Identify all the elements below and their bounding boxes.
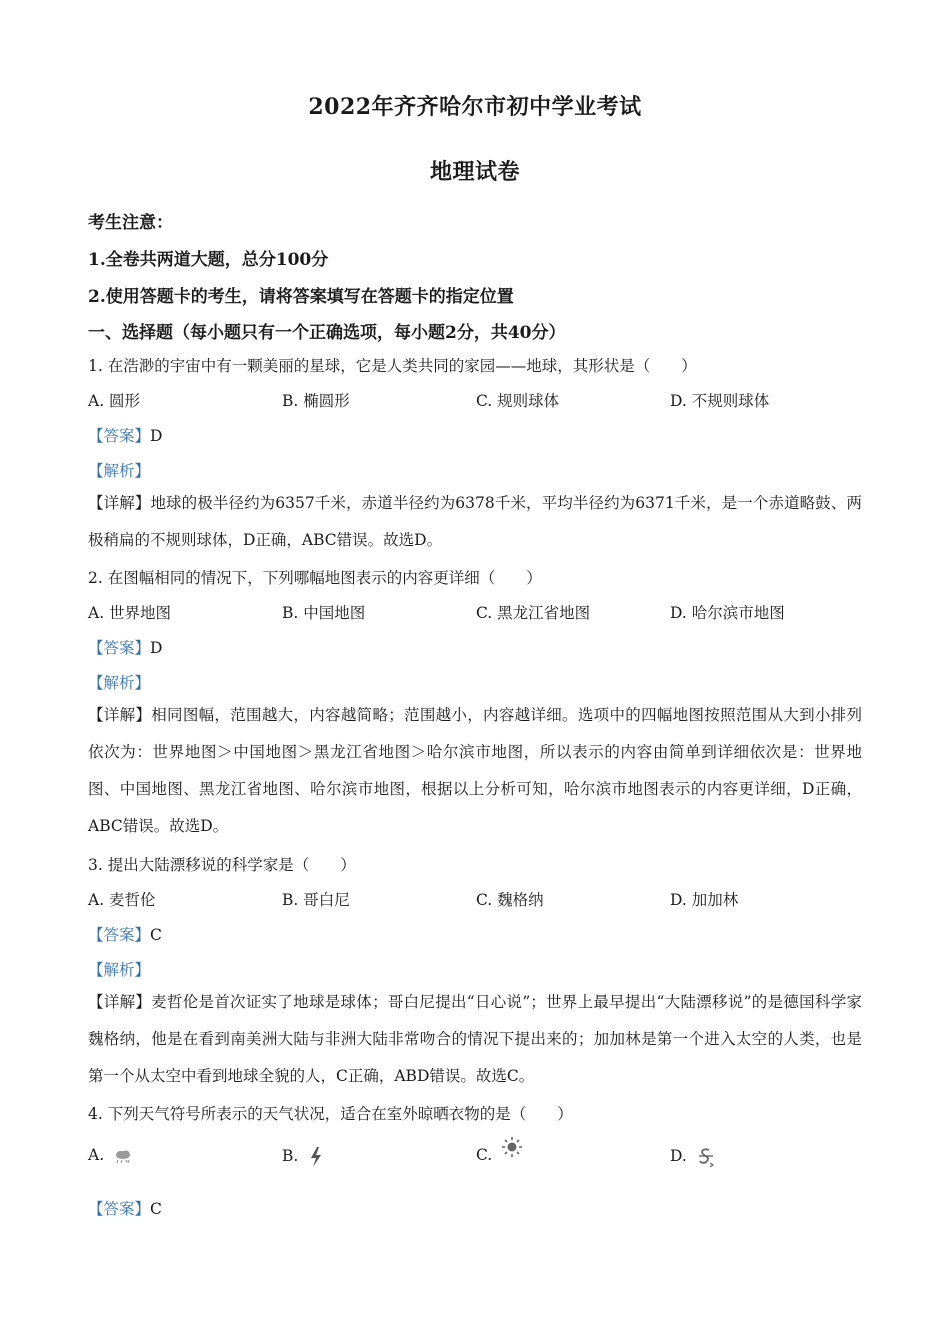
analysis-tag: 【解析】	[88, 462, 151, 480]
sandstorm-icon	[696, 1146, 716, 1168]
option-c: C. 魏格纳	[476, 891, 544, 909]
notice-item: 2.使用答题卡的考生，请将答案填写在答题卡的指定位置	[88, 287, 514, 307]
detail-paragraph	[88, 984, 862, 1095]
answer-value: D	[150, 639, 163, 657]
answer-line	[88, 1197, 162, 1219]
detail-tag: 【详解】	[88, 993, 152, 1011]
question-options	[88, 888, 868, 912]
question-options	[88, 1146, 868, 1176]
option-c: C. 黑龙江省地图	[476, 604, 591, 622]
option-d: D. 加加林	[670, 891, 739, 909]
detail-text: 地球的极半径约为6357千米，赤道半径约为6378千米，平均半径约为6371千米，是一个赤道略鼓、两极稍扁的不规则球体，D正确，ABC错误。故选D。	[88, 494, 862, 549]
option-b: B. 中国地图	[282, 604, 366, 622]
option-b: B. 哥白尼	[282, 891, 350, 909]
section-heading: 一、选择题（每小题只有一个正确选项，每小题2分，共40分）	[88, 323, 566, 343]
question-options	[88, 389, 868, 413]
detail-tag: 【详解】	[88, 706, 152, 724]
question-stem: 1. 在浩渺的宇宙中有一颗美丽的星球，它是人类共同的家园——地球，其形状是（ ）	[88, 357, 697, 375]
detail-text: 相同图幅，范围越大，内容越简略；范围越小，内容越详细。选项中的四幅地图按照范围从大到小排列依次为：世界地图＞中国地图＞黑龙江省地图＞哈尔滨市地图，所以表示的内容由简单到详细依次是：世界地图、中国地图、黑龙江省地图、哈尔滨市地图，根据以上分析可知，哈尔滨市地图表示的内容更详细，D正确，ABC错误。故选D。	[88, 706, 862, 835]
detail-paragraph	[88, 485, 862, 559]
notice-item: 1.全卷共两道大题，总分100分	[88, 250, 329, 270]
rain-snow-icon	[113, 1146, 133, 1166]
svg-text:*: *	[125, 1159, 129, 1166]
answer-line	[88, 636, 162, 658]
question-stem: 3. 提出大陆漂移说的科学家是（ ）	[88, 856, 356, 874]
lightning-icon	[307, 1146, 325, 1168]
answer-line	[88, 923, 162, 945]
answer-tag: 【答案】	[88, 926, 151, 944]
detail-tag: 【详解】	[88, 494, 151, 512]
detail-paragraph	[88, 697, 862, 845]
detail-text: 麦哲伦是首次证实了地球是球体；哥白尼提出“日心说”；世界上最早提出“大陆漂移说”的是德国科学家魏格纳，他是在看到南美洲大陆与非洲大陆非常吻合的情况下提出来的；加加林是第一个进入太空的人类，也是第一个从太空中看到地球全貌的人，C正确，ABD错误。故选C。	[88, 993, 862, 1085]
option-b-label: B.	[282, 1147, 299, 1165]
option-b: B. 椭圆形	[282, 392, 350, 410]
option-a: A. 圆形	[88, 392, 141, 410]
question-options	[88, 601, 868, 625]
option-b	[282, 1146, 325, 1168]
question-stem: 2. 在图幅相同的情况下，下列哪幅地图表示的内容更详细（ ）	[88, 569, 542, 587]
option-c	[476, 1146, 523, 1164]
option-c-label: C.	[476, 1146, 493, 1164]
answer-tag: 【答案】	[88, 639, 151, 657]
option-a	[88, 1146, 133, 1166]
sunny-icon	[501, 1136, 523, 1158]
question-stem: 4. 下列天气符号所表示的天气状况，适合在室外晾晒衣物的是（ ）	[88, 1105, 573, 1123]
option-a: A. 麦哲伦	[88, 891, 156, 909]
exam-subtitle: 地理试卷	[429, 159, 520, 185]
answer-value: D	[150, 427, 163, 445]
option-d: D. 哈尔滨市地图	[670, 604, 785, 622]
notice-heading: 考生注意：	[88, 213, 173, 233]
answer-tag: 【答案】	[88, 1200, 151, 1218]
option-a: A. 世界地图	[88, 604, 172, 622]
answer-value: C	[150, 1200, 162, 1218]
answer-tag: 【答案】	[88, 427, 151, 445]
option-d-label: D.	[670, 1147, 687, 1165]
answer-line	[88, 424, 162, 446]
answer-value: C	[150, 926, 162, 944]
option-a-label: A.	[88, 1146, 105, 1164]
analysis-tag: 【解析】	[88, 961, 151, 979]
exam-title: 2022年齐齐哈尔市初中学业考试	[308, 94, 642, 120]
option-d: D. 不规则球体	[670, 392, 770, 410]
option-c: C. 规则球体	[476, 392, 560, 410]
option-d	[670, 1146, 716, 1168]
analysis-tag: 【解析】	[88, 674, 151, 692]
